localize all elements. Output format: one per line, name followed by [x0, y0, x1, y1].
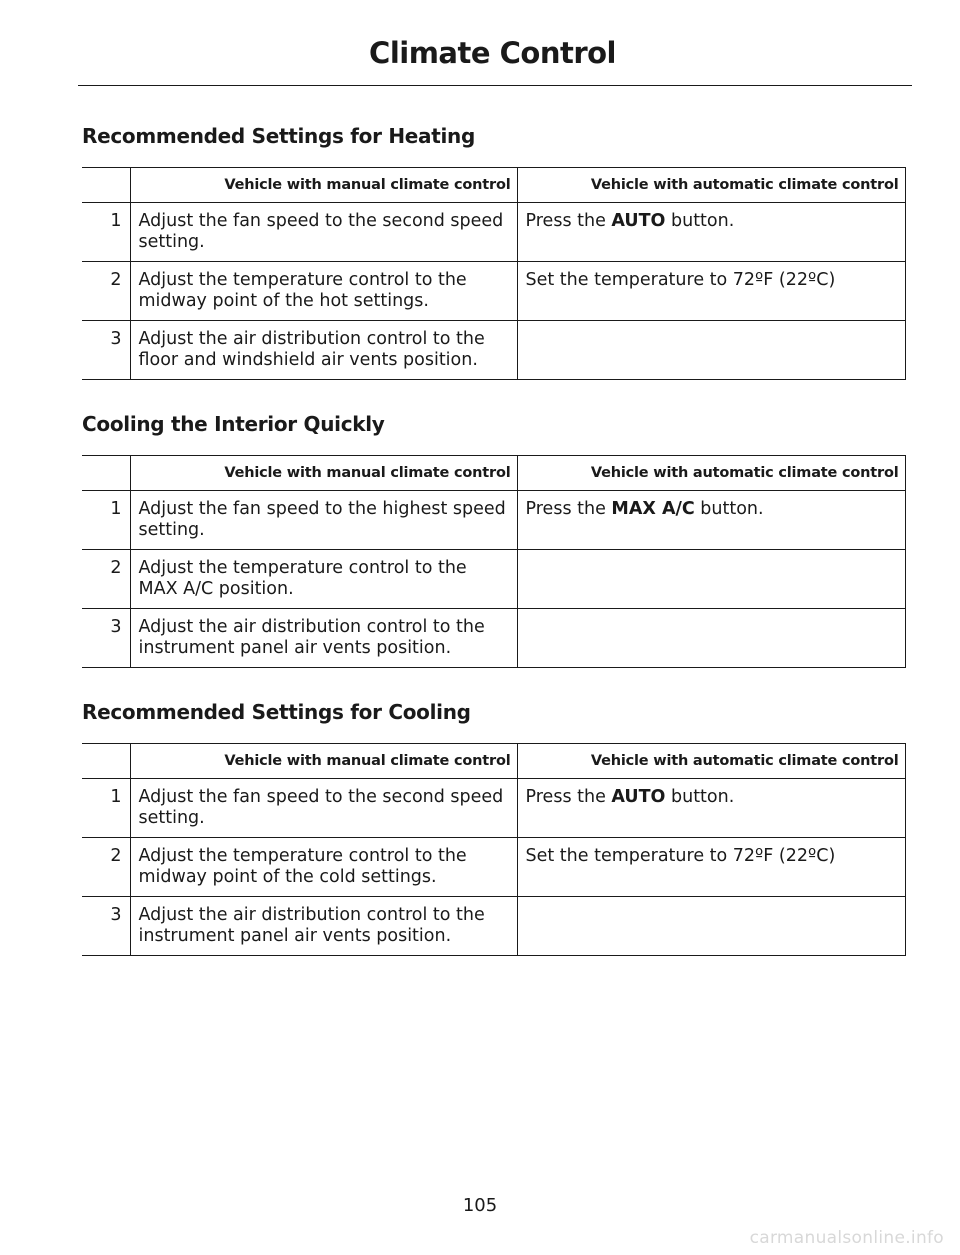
- manual-instruction: Adjust the fan speed to the highest speed setting.: [130, 491, 517, 550]
- manual-instruction: Adjust the air distribution control to the instrument panel air vents position.: [130, 609, 517, 668]
- step-number: 2: [82, 262, 130, 321]
- auto-text: Set the temperature to 72ºF (22ºC): [525, 270, 836, 290]
- page-number: 105: [462, 1195, 498, 1216]
- table-header-step: [82, 744, 130, 779]
- section-cooling: [82, 700, 905, 956]
- section-title: Recommended Settings for Heating: [82, 124, 476, 148]
- table-header-manual: Vehicle with manual climate control: [130, 456, 517, 491]
- chapter-title: Climate Control: [369, 36, 616, 70]
- button-name: MAX A/C: [611, 499, 695, 519]
- auto-instruction: [517, 838, 905, 897]
- table-row: [82, 838, 905, 897]
- button-name: AUTO: [611, 787, 666, 807]
- table-row: [82, 321, 905, 380]
- settings-table: [82, 455, 906, 668]
- step-number: 1: [82, 491, 130, 550]
- step-number: 3: [82, 609, 130, 668]
- auto-text: Press the: [525, 211, 612, 231]
- step-number: 2: [82, 550, 130, 609]
- step-number: 1: [82, 779, 130, 838]
- manual-instruction: Adjust the temperature control to the midway point of the cold settings.: [130, 838, 517, 897]
- table-row: [82, 897, 905, 956]
- table-row: [82, 203, 905, 262]
- table-header-step: [82, 168, 130, 203]
- auto-instruction: [517, 262, 905, 321]
- manual-instruction: Adjust the air distribution control to the instrument panel air vents position.: [130, 897, 517, 956]
- table-row: [82, 779, 905, 838]
- auto-instruction: [517, 779, 905, 838]
- manual-instruction: Adjust the fan speed to the second speed setting.: [130, 203, 517, 262]
- table-row: [82, 609, 905, 668]
- section-title: Recommended Settings for Cooling: [82, 700, 471, 724]
- section-cooling-quickly: [82, 412, 905, 668]
- table-row: [82, 550, 905, 609]
- manual-instruction: Adjust the fan speed to the second speed setting.: [130, 779, 517, 838]
- step-number: 3: [82, 897, 130, 956]
- watermark: carmanualsonline.info: [749, 1228, 944, 1248]
- table-header-manual: Vehicle with manual climate control: [130, 744, 517, 779]
- auto-text: button.: [694, 499, 764, 519]
- auto-instruction: [517, 321, 905, 380]
- section-title: Cooling the Interior Quickly: [82, 412, 385, 436]
- auto-instruction: [517, 203, 905, 262]
- auto-instruction: [517, 897, 905, 956]
- settings-table: [82, 743, 906, 956]
- auto-instruction: [517, 550, 905, 609]
- auto-instruction: [517, 609, 905, 668]
- table-header-step: [82, 456, 130, 491]
- header-divider: [78, 85, 912, 86]
- auto-text: Press the: [525, 787, 612, 807]
- table-row: [82, 491, 905, 550]
- manual-instruction: Adjust the temperature control to the midway point of the hot settings.: [130, 262, 517, 321]
- auto-text: button.: [665, 211, 735, 231]
- auto-instruction: [517, 491, 905, 550]
- step-number: 1: [82, 203, 130, 262]
- settings-table: [82, 167, 906, 380]
- auto-text: Set the temperature to 72ºF (22ºC): [525, 846, 836, 866]
- manual-instruction: Adjust the air distribution control to the floor and windshield air vents position.: [130, 321, 517, 380]
- table-header-manual: Vehicle with manual climate control: [130, 168, 517, 203]
- section-heating: [82, 124, 905, 380]
- table-header-auto: Vehicle with automatic climate control: [517, 168, 905, 203]
- table-row: [82, 262, 905, 321]
- table-header-auto: Vehicle with automatic climate control: [517, 744, 905, 779]
- manual-instruction: Adjust the temperature control to the MAX A/C position.: [130, 550, 517, 609]
- step-number: 3: [82, 321, 130, 380]
- auto-text: button.: [665, 787, 735, 807]
- step-number: 2: [82, 838, 130, 897]
- table-header-auto: Vehicle with automatic climate control: [517, 456, 905, 491]
- auto-text: Press the: [525, 499, 612, 519]
- button-name: AUTO: [611, 211, 666, 231]
